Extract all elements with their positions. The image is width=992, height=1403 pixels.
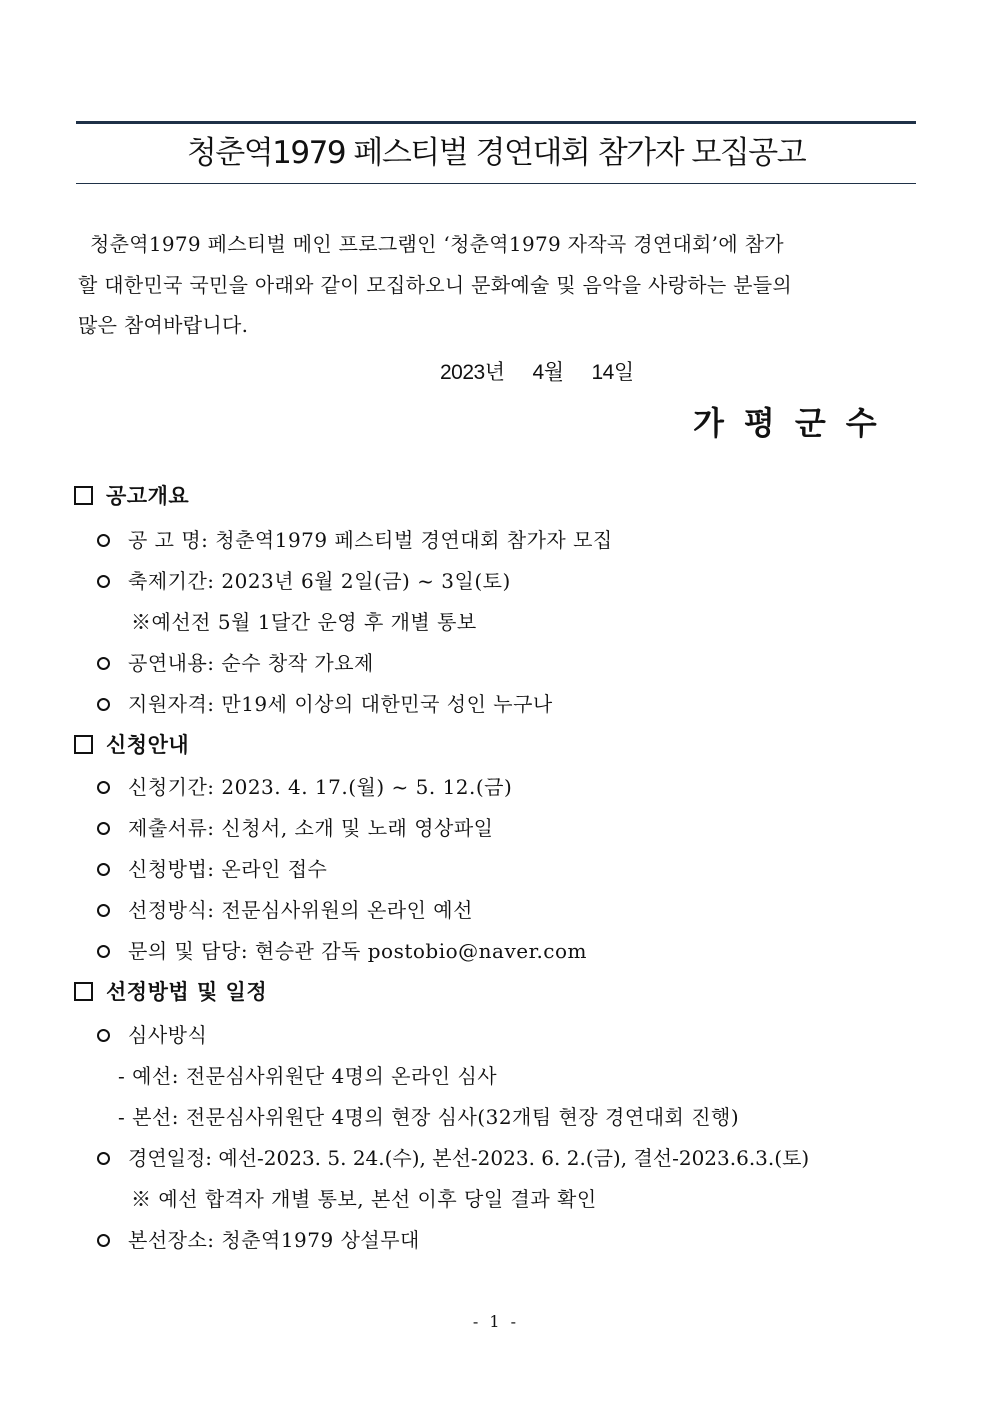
section-heading-application <box>74 729 189 761</box>
checkbox-square-icon <box>74 735 93 754</box>
circle-bullet-icon <box>97 863 110 876</box>
list-item <box>97 647 374 679</box>
section-heading-overview <box>74 480 189 512</box>
list-item <box>97 1019 207 1051</box>
list-item <box>97 853 327 885</box>
list-item-text: 공 고 명: 청춘역1979 페스티벌 경연대회 참가자 모집 <box>128 528 613 552</box>
list-item-text: 공연내용: 순수 창작 가요제 <box>128 651 374 675</box>
list-note <box>131 606 477 638</box>
circle-bullet-icon <box>97 657 110 670</box>
circle-bullet-icon <box>97 575 110 588</box>
sub-list-item <box>118 1101 739 1133</box>
list-item-text: 경연일정: 예선-2023. 5. 24.(수), 본선-2023. 6. 2.(금), 결선-2023.6.3.(토) <box>128 1146 810 1170</box>
list-note <box>131 1183 597 1215</box>
list-item-text: 제출서류: 신청서, 소개 및 노래 영상파일 <box>128 816 494 840</box>
list-item-text: 선정방식: 전문심사위원의 온라인 예선 <box>128 898 473 922</box>
circle-bullet-icon <box>97 781 110 794</box>
intro-line-2: 할 대한민국 국민을 아래와 같이 모집하오니 문화예술 및 음악을 사랑하는 분들의 <box>78 272 793 297</box>
section-heading-text: 선정방법 및 일정 <box>106 980 268 1004</box>
circle-bullet-icon <box>97 698 110 711</box>
list-item-text: 문의 및 담당: 현승관 감독 postobio@naver.com <box>128 939 588 963</box>
list-item <box>97 524 613 556</box>
issuer-name: 가평군수 <box>693 404 897 442</box>
list-item <box>97 688 553 720</box>
intro-line-1: 청춘역1979 페스티벌 메인 프로그램인 ‘청춘역1979 자작곡 경연대회’에 참가 <box>90 232 784 256</box>
announcement-date <box>440 357 662 389</box>
sub-list-item <box>118 1060 497 1092</box>
circle-bullet-icon <box>97 1152 110 1165</box>
date-month: 4월 <box>532 361 564 384</box>
circle-bullet-icon <box>97 945 110 958</box>
circle-bullet-icon <box>97 1234 110 1247</box>
intro-paragraph <box>78 224 920 346</box>
list-item <box>97 1224 420 1256</box>
list-item-text: 축제기간: 2023년 6월 2일(금) ~ 3일(토) <box>128 569 511 593</box>
list-note-text: ※예선전 5월 1달간 운영 후 개별 통보 <box>131 610 477 634</box>
list-item-text: 본선장소: 청춘역1979 상설무대 <box>128 1228 420 1252</box>
section-heading-text: 공고개요 <box>106 484 190 508</box>
list-item-text: 신청기간: 2023. 4. 17.(월) ~ 5. 12.(금) <box>128 775 513 799</box>
circle-bullet-icon <box>97 1029 110 1042</box>
list-item-text: 심사방식 <box>128 1023 208 1047</box>
list-item <box>97 894 473 926</box>
list-item <box>97 935 587 967</box>
circle-bullet-icon <box>97 534 110 547</box>
date-year: 2023년 <box>440 361 505 384</box>
section-heading-selection <box>74 976 267 1008</box>
page-number: - 1 - <box>472 1312 520 1331</box>
list-item <box>97 565 511 597</box>
list-item-text: 신청방법: 온라인 접수 <box>128 857 328 881</box>
sub-list-item-text: - 본선: 전문심사위원단 4명의 현장 심사(32개팀 현장 경연대회 진행) <box>118 1105 740 1129</box>
section-heading-text: 신청안내 <box>106 733 190 757</box>
checkbox-square-icon <box>74 982 93 1001</box>
date-day: 14일 <box>591 361 634 384</box>
circle-bullet-icon <box>97 822 110 835</box>
page-title: 청춘역1979 페스티벌 경연대회 참가자 모집공고 <box>186 135 806 171</box>
list-item-text: 지원자격: 만19세 이상의 대한민국 성인 누구나 <box>128 692 553 716</box>
list-item <box>97 771 512 803</box>
title-bottom-rule <box>76 183 916 184</box>
sub-list-item-text: - 예선: 전문심사위원단 4명의 온라인 심사 <box>118 1064 498 1088</box>
checkbox-square-icon <box>74 486 93 505</box>
title-top-rule <box>76 121 916 124</box>
intro-line-3: 많은 참여바랍니다. <box>78 313 249 337</box>
list-note-text: ※ 예선 합격자 개별 통보, 본선 이후 당일 결과 확인 <box>131 1187 597 1211</box>
list-item <box>97 812 494 844</box>
list-item <box>97 1142 809 1174</box>
circle-bullet-icon <box>97 904 110 917</box>
